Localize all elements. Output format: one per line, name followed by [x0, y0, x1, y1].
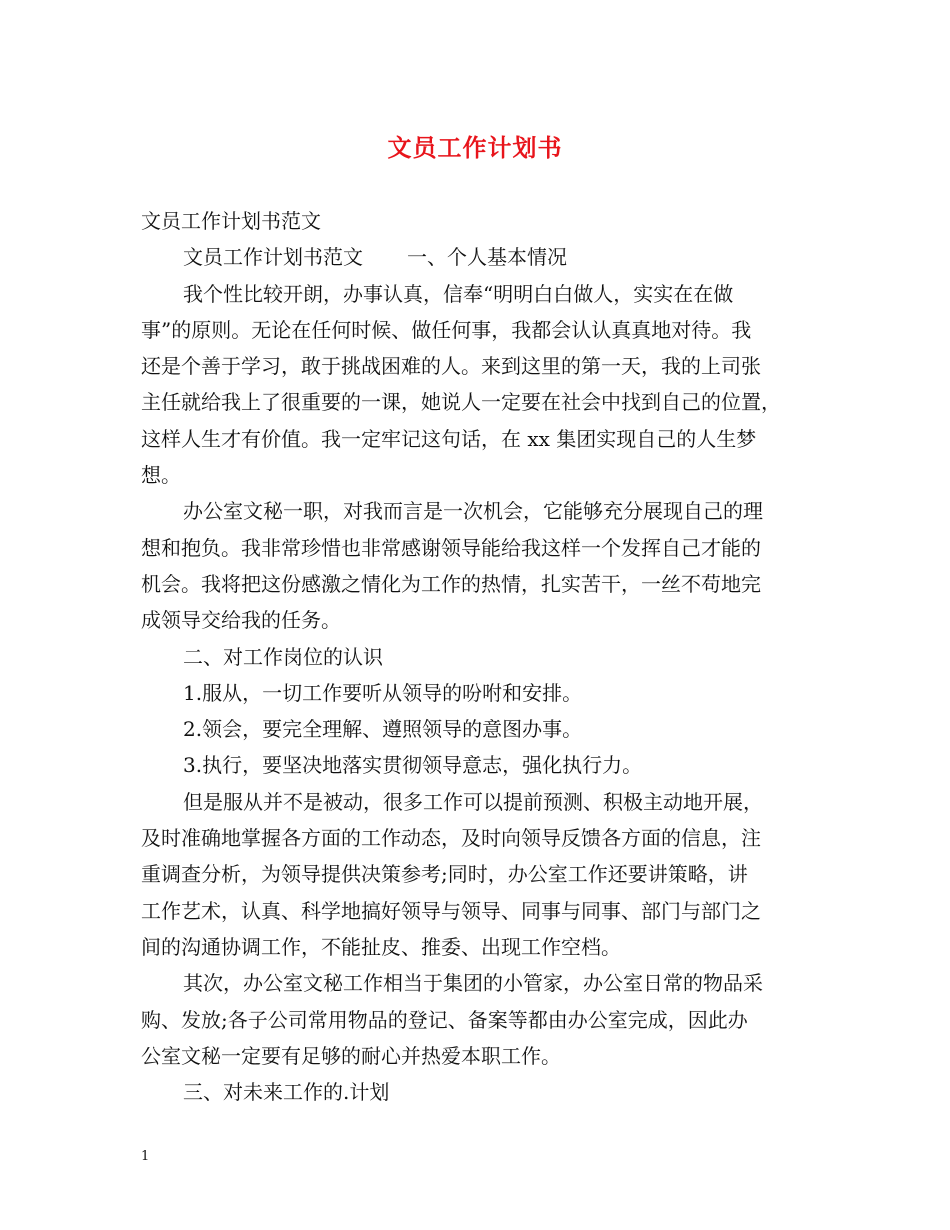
paragraph-line: 办公室文秘一职，对我而言是一次机会，它能够充分展现自己的理 [183, 499, 763, 524]
paragraph-line: 公室文秘一定要有足够的耐心并热爱本职工作。 [141, 1043, 561, 1068]
paragraph-line: 事”的原则。无论在任何时候、做任何事，我都会认认真真地对待。我 [141, 317, 752, 342]
document-body [141, 203, 813, 1110]
document-title: 文员工作计划书 [387, 134, 563, 162]
page-number: 1 [141, 1149, 150, 1164]
paragraph-line: 其次，办公室文秘工作相当于集团的小管家，办公室日常的物品采 [183, 971, 763, 996]
list-item: 3.执行，要坚决地落实贯彻领导意志，强化执行力。 [183, 753, 643, 778]
paragraph-line: 成领导交给我的任务。 [141, 608, 341, 633]
list-item: 2.领会，要完全理解、遵照领导的意图办事。 [183, 717, 583, 742]
paragraph-line: 这样人生才有价值。我一定牢记这句话，在 xx 集团实现自己的人生梦 [141, 426, 757, 451]
paragraph-line: 购、发放;各子公司常用物品的登记、备案等都由办公室完成，因此办 [141, 1007, 748, 1032]
section-heading: 二、对工作岗位的认识 [183, 644, 383, 669]
heading-right: 一、个人基本情况 [407, 245, 567, 270]
paragraph-line: 工作艺术，认真、科学地搞好领导与领导、同事与同事、部门与部门之 [141, 898, 761, 923]
paragraph-line: 还是个善于学习，敢于挑战困难的人。来到这里的第一天，我的上司张 [141, 354, 761, 379]
paragraph-line: 间的沟通协调工作，不能扯皮、推委、出现工作空档。 [141, 934, 621, 959]
paragraph-line: 想和抱负。我非常珍惜也非常感谢领导能给我这样一个发挥自己才能的 [141, 535, 761, 560]
heading-left: 文员工作计划书范文 [183, 245, 363, 270]
paragraph-line: 机会。我将把这份感激之情化为工作的热情，扎实苦干，一丝不苟地完 [141, 571, 761, 596]
paragraph-line: 及时准确地掌握各方面的工作动态，及时向领导反馈各方面的信息，注 [141, 826, 761, 851]
heading-line [141, 239, 813, 275]
subtitle-line: 文员工作计划书范文 [141, 209, 321, 233]
paragraph-line: 主任就给我上了很重要的一课，她说人一定要在社会中找到自己的位置， [141, 390, 781, 415]
paragraph-line: 我个性比较开朗，办事认真，信奉“明明白白做人，实实在在做 [183, 281, 734, 306]
list-item: 1.服从，一切工作要听从领导的吩咐和安排。 [183, 680, 583, 705]
paragraph-line: 想。 [141, 463, 181, 488]
section-heading: 三、对未来工作的.计划 [183, 1080, 390, 1105]
paragraph-line: 但是服从并不是被动，很多工作可以提前预测、积极主动地开展， [183, 789, 763, 814]
paragraph-line: 重调查分析，为领导提供决策参考;同时，办公室工作还要讲策略，讲 [141, 862, 748, 887]
